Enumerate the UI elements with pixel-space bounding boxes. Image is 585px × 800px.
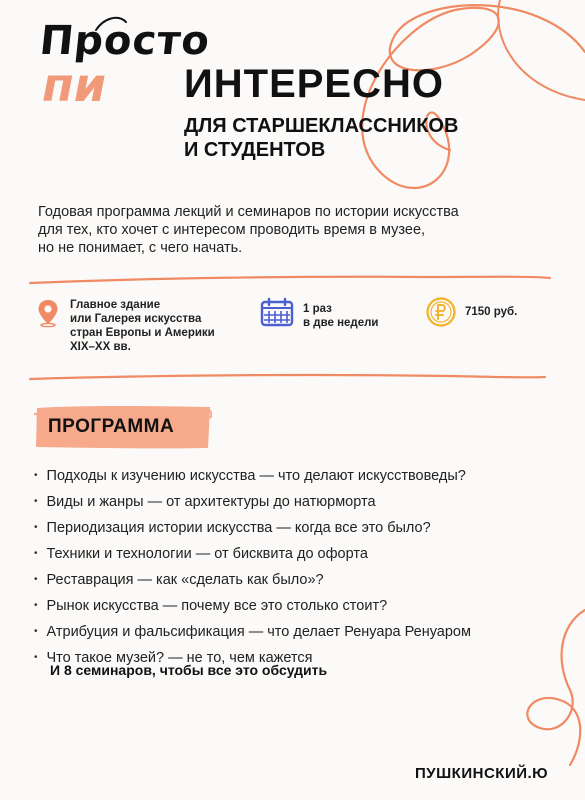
location-line-4: XIX–XX вв. xyxy=(70,341,131,353)
page-title: ИНТЕРЕСНО xyxy=(184,62,444,106)
list-item: • Виды и жанры — от архитектуры до натюрморта xyxy=(34,490,471,516)
divider-line-1 xyxy=(30,277,550,283)
schedule-line-2: в две недели xyxy=(303,317,379,329)
location-line-3: стран Европы и Америки xyxy=(70,327,215,339)
list-item: • Реставрация — как «сделать как было»? xyxy=(34,568,471,594)
program-list xyxy=(34,464,471,672)
list-item: • Подходы к изучению искусства — что делают искусствоведы? xyxy=(34,464,471,490)
handwritten-title-word: Просто xyxy=(37,18,213,64)
ruble-coin-icon xyxy=(426,297,456,327)
calendar-icon xyxy=(260,297,294,327)
list-item: • Что такое музей? — не то, чем кажется xyxy=(34,646,471,672)
location-line-1: Главное здание xyxy=(70,299,161,311)
list-item: • Техники и технологии — от бисквита до офорта xyxy=(34,542,471,568)
swirl-top-right-2 xyxy=(498,0,585,100)
list-item: • Рынок искусства — почему все это столько стоит? xyxy=(34,594,471,620)
intro-line-2: для тех, кто хочет с интересом проводить время в музее, xyxy=(38,222,426,238)
page-subtitle xyxy=(184,114,458,162)
swirl-bottom-right xyxy=(527,610,585,765)
intro-line-1: Годовая программа лекций и семинаров по истории искусства xyxy=(38,204,459,220)
location-line-2: или Галерея искусства xyxy=(70,313,202,325)
subtitle-line-2: И СТУДЕНТОВ xyxy=(184,139,326,161)
info-price: 7150 руб. xyxy=(465,306,518,318)
program-heading: ПРОГРАММА xyxy=(48,416,175,437)
divider-line-2 xyxy=(30,375,545,379)
seminars-note: И 8 семинаров, чтобы все это обсудить xyxy=(50,662,328,678)
schedule-line-1: 1 раз xyxy=(303,303,332,315)
brand-logo-text: ПУШКИНСКИЙ.Ю xyxy=(415,765,549,782)
subtitle-line-1: ДЛЯ СТАРШЕКЛАССНИКОВ xyxy=(184,115,459,137)
location-pin-icon xyxy=(36,298,60,328)
intro-paragraph xyxy=(38,203,538,257)
list-item: • Атрибуция и фальсификация — что делает Ренуара Ренуаром xyxy=(34,620,471,646)
intro-line-3: но не понимает, с чего начать. xyxy=(38,240,243,256)
info-schedule xyxy=(303,302,379,330)
handwritten-overlay: пи xyxy=(42,58,107,112)
list-item: • Периодизация истории искусства — когда все это было? xyxy=(34,516,471,542)
info-location xyxy=(70,298,215,354)
